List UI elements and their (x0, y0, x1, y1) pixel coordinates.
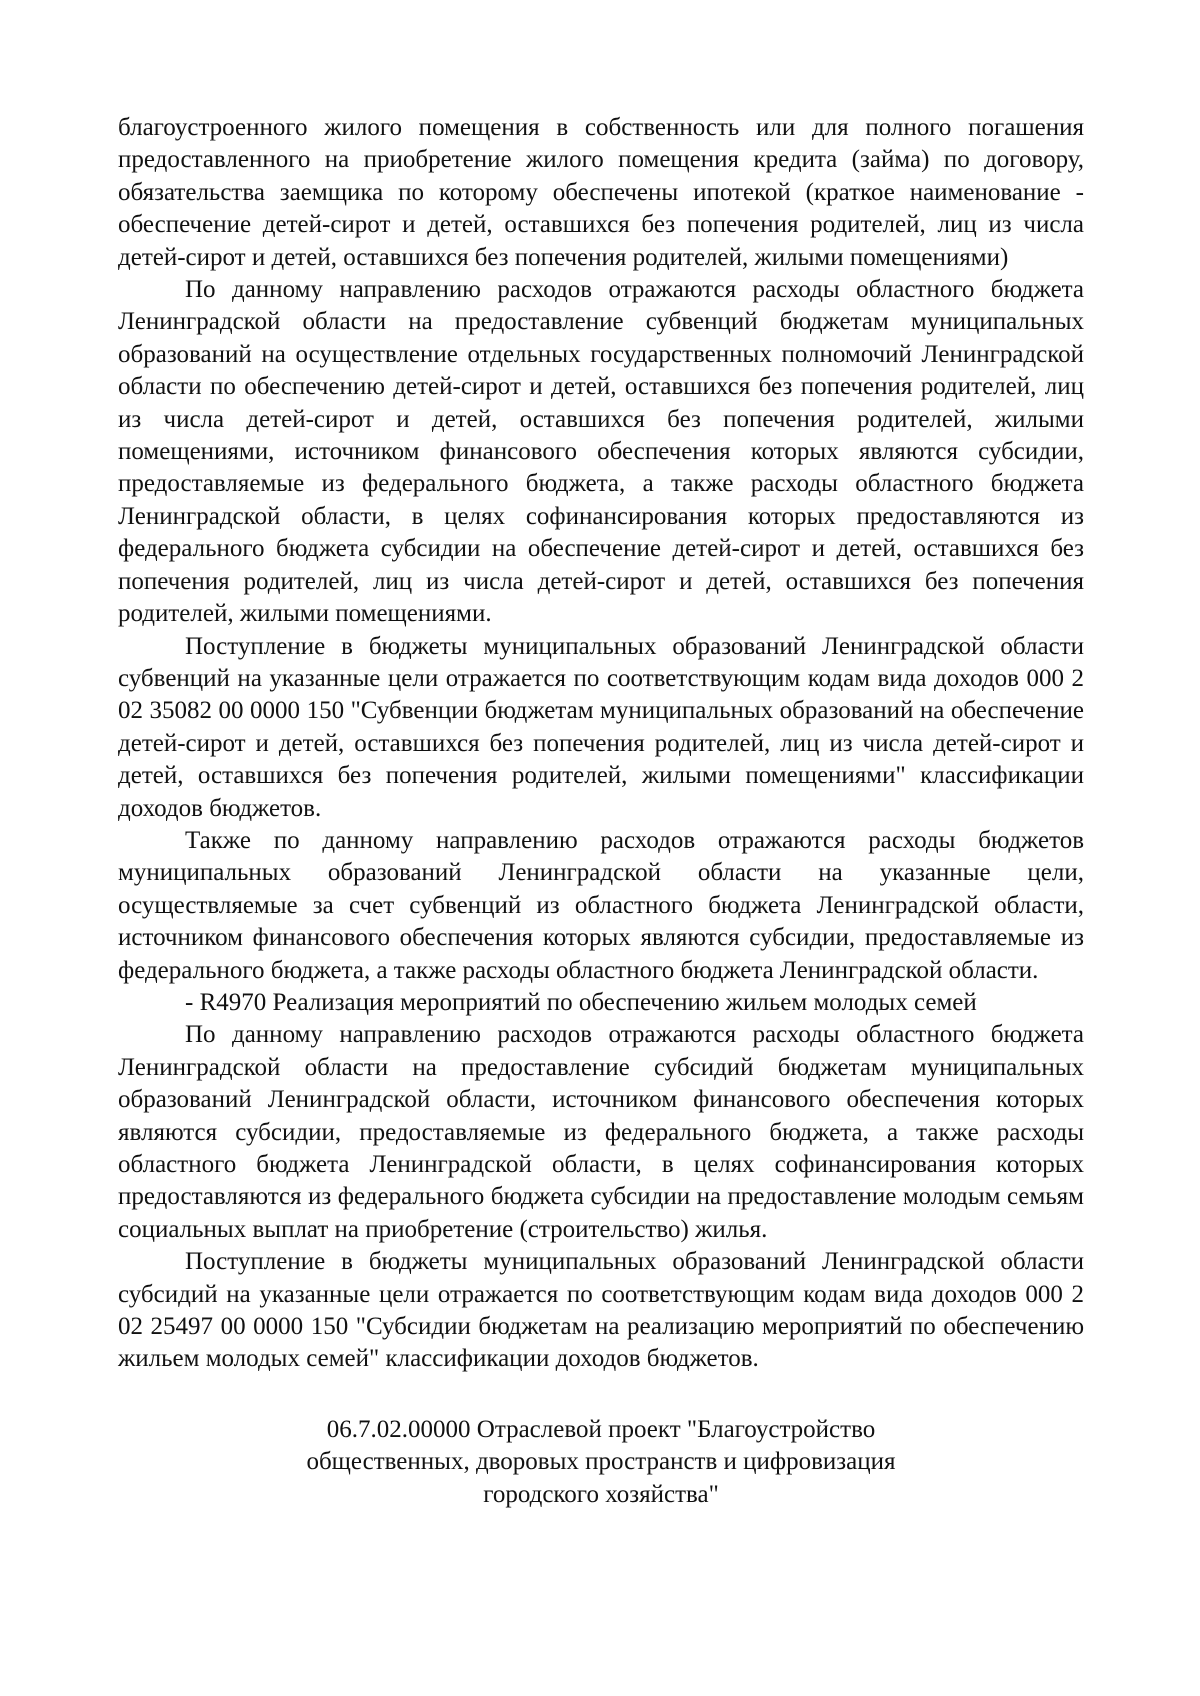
heading-line: 06.7.02.00000 Отраслевой проект "Благоустройство (326, 1415, 876, 1443)
paragraph: По данному направлению расходов отражаются расходы областного бюджета Ленинградской области на предоставление субсидий бюджетам муниципальных образований Ленинградской области, источником финансового обеспечения которых являются субсидии, предоставляемые из федерального бюджета, а также расходы областного бюджета Ленинградской области, в целях софинансирования которых предоставляются из федерального бюджета субсидии на предоставление молодым семьям социальных выплат на приобретение (строительство) жилья. (118, 1021, 1084, 1243)
paragraph: По данному направлению расходов отражаются расходы областного бюджета Ленинградской области на предоставление субвенций бюджетам муниципальных образований на осуществление отдельных государственных полномочий Ленинградской области по обеспечению детей-сирот и детей, оставшихся без попечения родителей, лиц из числа детей-сирот и детей, оставшихся без попечения родителей, жилыми помещениями, источником финансового обеспечения которых являются субсидии, предоставляемые из федерального бюджета, а также расходы областного бюджета Ленинградской области, в целях софинансирования которых предоставляются из федерального бюджета субсидии на обеспечение детей-сирот и детей, оставшихся без попечения родителей, лиц из числа детей-сирот и детей, оставшихся без попечения родителей, жилыми помещениями. (118, 276, 1084, 628)
heading-line: городского хозяйства" (483, 1480, 719, 1508)
paragraph: Поступление в бюджеты муниципальных образований Ленинградской области субсидий на указанные цели отражается по соответствующим кодам вида доходов 000 2 02 25497 00 0000 150 "Субсидии бюджетам на реализацию мероприятий по обеспечению жильем молодых семей" классификации доходов бюджетов. (118, 1248, 1084, 1373)
paragraph: Также по данному направлению расходов отражаются расходы бюджетов муниципальных образований Ленинградской области на указанные цели, осуществляемые за счет субвенций из областного бюджета Ленинградской области, источником финансового обеспечения которых являются субсидии, предоставляемые из федерального бюджета, а также расходы областного бюджета Ленинградской области. (118, 826, 1084, 984)
heading-line: общественных, дворовых пространств и цифровизация (306, 1448, 896, 1476)
paragraph: Поступление в бюджеты муниципальных образований Ленинградской области субвенций на указанные цели отражается по соответствующим кодам вида доходов 000 2 02 35082 00 0000 150 "Субвенции бюджетам муниципальных образований на обеспечение детей-сирот и детей, оставшихся без попечения родителей, лиц из числа детей-сирот и детей, оставшихся без попечения родителей, жилыми помещениями" классификации доходов бюджетов. (118, 632, 1084, 822)
section-heading (118, 1414, 1084, 1511)
expense-item-line: - R4970 Реализация мероприятий по обеспечению жильем молодых семей (185, 988, 977, 1016)
document-page (118, 112, 1084, 1511)
paragraph: благоустроенного жилого помещения в собственность или для полного погашения предоставленного на приобретение жилого помещения кредита (займа) по договору, обязательства заемщика по которому обеспечены ипотекой (краткое наименование - обеспечение детей-сирот и детей, оставшихся без попечения родителей, лиц из числа детей-сирот и детей, оставшихся без попечения родителей, жилыми помещениями) (118, 114, 1084, 271)
